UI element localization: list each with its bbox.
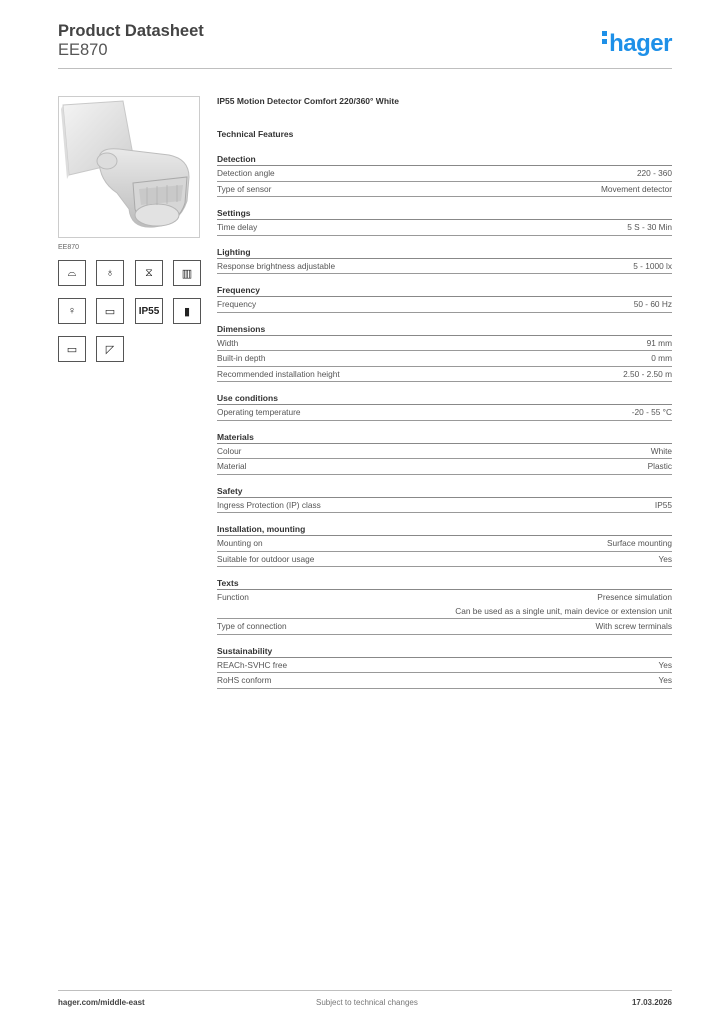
spec-value-line: 91 mm [646, 337, 672, 348]
spec-row [217, 367, 672, 383]
technical-specs [217, 96, 672, 689]
footer-notice: Subject to technical changes [316, 998, 418, 1007]
energy-saving-lamp-icon: ▥ [173, 260, 201, 286]
spec-value [321, 499, 672, 513]
fluorescent-tube-icon: ▭ [96, 298, 124, 324]
spec-row [217, 182, 672, 198]
ip-rating-icon: IP55 [135, 298, 163, 324]
spec-label: Colour [217, 445, 242, 456]
spec-group-title: Settings [217, 208, 672, 220]
spec-group-title: Use conditions [217, 393, 672, 405]
spec-label: Built-in depth [217, 353, 266, 363]
spec-label: Function [217, 592, 249, 602]
spec-value [271, 183, 672, 197]
spec-value-line: -20 - 55 °C [631, 407, 672, 417]
spec-value-line: Movement detector [600, 183, 672, 194]
spec-value [300, 406, 672, 420]
spec-row [217, 619, 672, 635]
spec-value [256, 298, 672, 312]
footer-date: 17.03.2026 [631, 998, 672, 1007]
ceiling-lamp-icon: ⌓ [58, 260, 86, 286]
spec-row [217, 658, 672, 674]
spec-row [217, 220, 672, 236]
spec-label: Time delay [217, 222, 258, 232]
spec-value-line: 50 - 60 Hz [633, 299, 672, 309]
header-divider [58, 68, 672, 69]
spec-value-line: Yes [658, 675, 672, 685]
spec-value [340, 368, 672, 382]
spec-value-line: With screw terminals [595, 621, 672, 631]
spec-group-title: Materials [217, 432, 672, 444]
spec-group-title: Dimensions [217, 324, 672, 336]
spec-label: Width [217, 337, 239, 348]
spec-label: Frequency [217, 299, 257, 309]
logo-dots-icon [602, 31, 607, 47]
spec-row [217, 590, 672, 619]
spec-value [335, 260, 672, 274]
motor-load-icon: ◸ [96, 336, 124, 362]
spec-label: Operating temperature [217, 407, 301, 417]
spec-value-line: 2.50 - 2.50 m [623, 368, 672, 379]
spec-value [314, 553, 672, 567]
spec-label: Detection angle [217, 168, 275, 178]
spec-row [217, 351, 672, 367]
spec-value [275, 167, 672, 181]
spec-value-line: IP55 [654, 499, 672, 510]
technical-features-heading: Technical Features [217, 129, 294, 139]
tube-lamp-icon: ▭ [58, 336, 86, 362]
product-name: IP55 Motion Detector Comfort 220/360° White [217, 96, 399, 106]
motion-detector-illustration [59, 97, 199, 237]
spec-group [217, 285, 672, 313]
spec-value [241, 445, 672, 459]
spec-label: Suitable for outdoor usage [217, 553, 315, 564]
spec-row [217, 459, 672, 475]
led-icon: ▮ [173, 298, 201, 324]
spec-row [217, 673, 672, 689]
spec-groups [217, 154, 672, 689]
spec-label: Recommended installation height [217, 368, 340, 379]
spec-value [238, 337, 672, 351]
spec-row [217, 552, 672, 568]
spec-row [217, 536, 672, 552]
spec-label: Type of sensor [217, 183, 272, 194]
page-header [58, 22, 672, 68]
spec-label: Ingress Protection (IP) class [217, 499, 321, 510]
spec-value [249, 591, 672, 618]
light-bulb-icon: ♀ [58, 298, 86, 324]
spec-value-line: Yes [658, 553, 672, 564]
spec-value [271, 674, 672, 688]
spec-value [287, 659, 672, 673]
spec-group [217, 486, 672, 514]
spec-group-title: Installation, mounting [217, 524, 672, 536]
spec-value [265, 352, 672, 366]
spec-value [287, 620, 672, 634]
spec-label: RoHS conform [217, 675, 272, 685]
spec-label: Response brightness adjustable [217, 260, 336, 271]
spec-value-line: White [650, 445, 672, 456]
spec-value-line: Can be used as a single unit, main device or extension unit [455, 605, 672, 616]
spec-value-line: Presence simulation [597, 592, 672, 602]
spec-group [217, 432, 672, 475]
spec-row [217, 297, 672, 313]
spec-group-title: Frequency [217, 285, 672, 297]
spec-value-line: Plastic [647, 461, 672, 471]
spec-value-line: Surface mounting [606, 538, 672, 548]
logo-text: hager [609, 30, 672, 57]
spec-group-title: Detection [217, 154, 672, 166]
spec-group [217, 208, 672, 236]
spec-row [217, 259, 672, 275]
spec-label: REACh-SVHC free [217, 659, 288, 670]
spec-value [247, 460, 672, 474]
spec-row [217, 444, 672, 460]
product-code: EE870 [58, 41, 108, 59]
spec-group [217, 247, 672, 275]
hager-logo [602, 30, 672, 58]
spec-value [263, 537, 672, 551]
product-image [58, 96, 200, 238]
bulb-socket-icon: ♁ [96, 260, 124, 286]
spec-value-line: 0 mm [651, 353, 672, 363]
footer-divider [58, 990, 672, 991]
spec-group-title: Texts [217, 578, 672, 590]
spec-label: Type of connection [217, 621, 287, 631]
spec-group [217, 324, 672, 383]
spec-group-title: Sustainability [217, 646, 672, 658]
spec-group-title: Safety [217, 486, 672, 498]
spec-group [217, 578, 672, 635]
image-caption: EE870 [58, 244, 80, 251]
spec-value [257, 221, 672, 235]
spec-group [217, 524, 672, 567]
spec-group [217, 646, 672, 689]
spec-value-line: 5 S - 30 Min [627, 222, 672, 232]
spec-label: Material [217, 461, 247, 471]
spec-row [217, 336, 672, 352]
spec-group [217, 393, 672, 421]
page-title: Product Datasheet [58, 22, 204, 40]
spec-row [217, 405, 672, 421]
spec-group [217, 154, 672, 197]
spec-value-line: Yes [658, 659, 672, 670]
spec-row [217, 498, 672, 514]
spec-group-title: Lighting [217, 247, 672, 259]
halogen-icon: ⧖ [135, 260, 163, 286]
spec-value-line: 220 - 360 [636, 168, 672, 178]
spec-row [217, 166, 672, 182]
spec-label: Mounting on [217, 538, 263, 548]
footer-website: hager.com/middle-east [58, 998, 145, 1007]
spec-value-line: 5 - 1000 lx [633, 260, 672, 271]
